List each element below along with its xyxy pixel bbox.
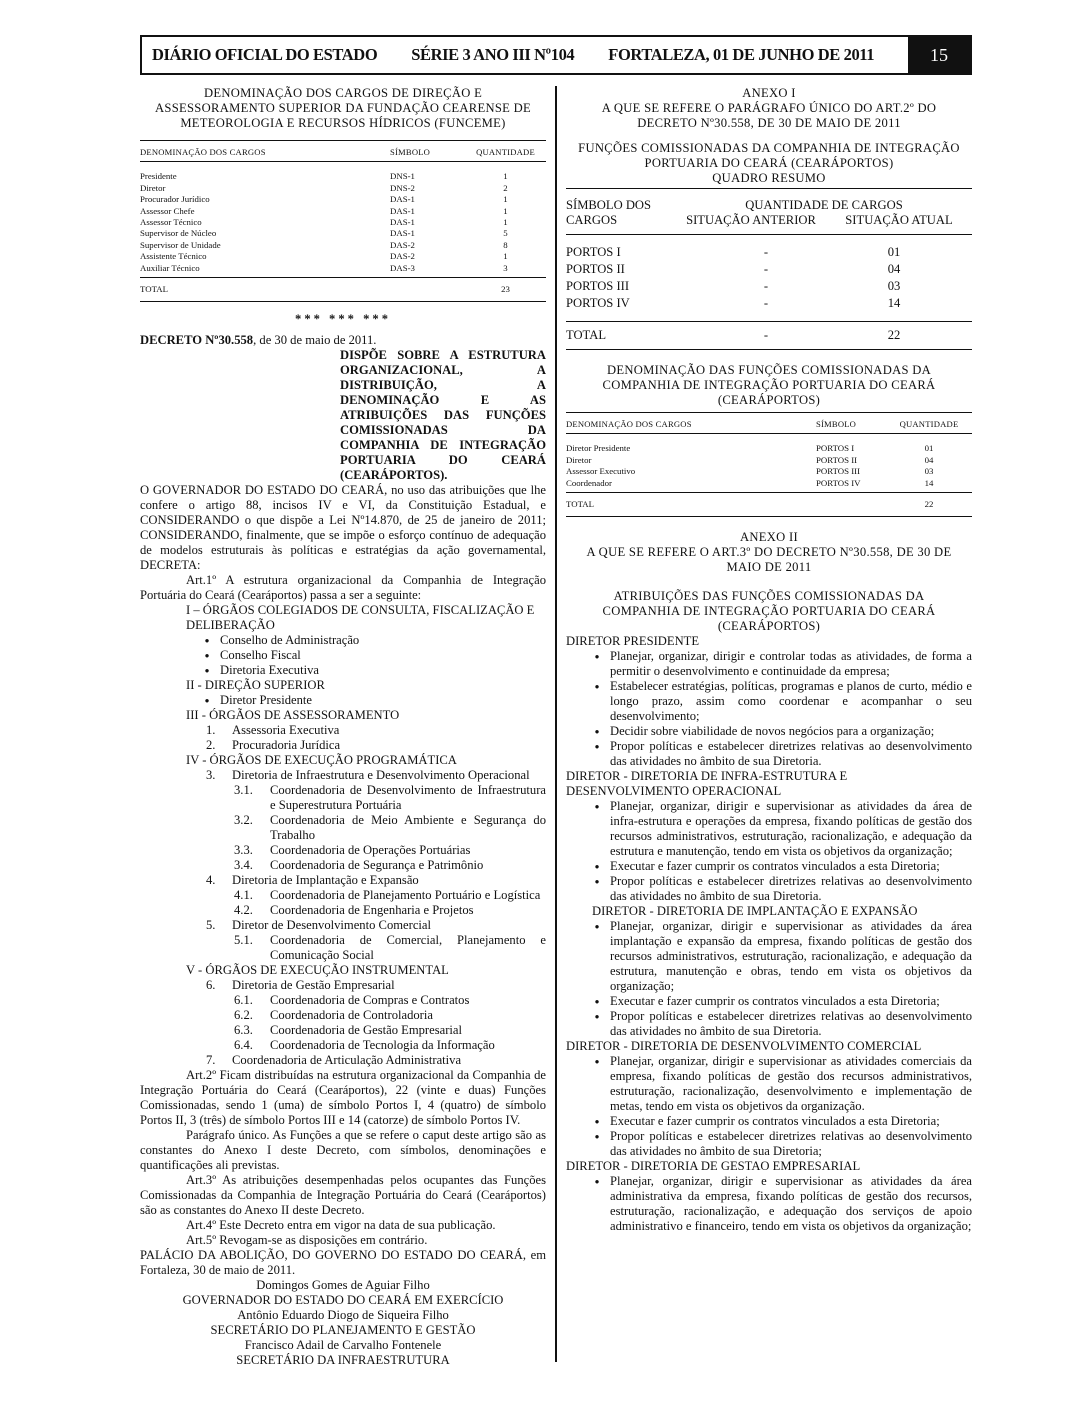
table-cell: DAS-1 xyxy=(390,205,415,216)
decree-art2: Art.2º Ficam distribuídas na estrutura organizacional da Companhia de Integração Portuária do Ceará (Cearáportos), 22 (vinte e duas) Funções Comissionadas, sendo 1 (uma) de símbolo Portos I, 4 (quatro) de símbolo Portos II, 3 (três) de símbolo Portos III e 14 (catorze) de símbolo Portos IV. xyxy=(140,1068,546,1128)
list-item xyxy=(186,723,546,738)
funceme-total xyxy=(140,281,546,298)
section-items xyxy=(186,693,546,708)
list-item-text: Diretor de Desenvolvimento Comercial xyxy=(232,918,431,933)
list-item xyxy=(186,978,546,993)
table-header-row xyxy=(140,144,546,158)
table-cell: Assistente Técnico xyxy=(140,251,207,262)
list-item xyxy=(566,859,972,874)
section-heading: DIRETOR - DIRETORIA DE INFRA-ESTRUTURA E DESENVOLVIMENTO OPERACIONAL xyxy=(566,769,848,799)
list-item-text: Planejar, organizar, dirigir e controlar todas as atividades, de forma a permitir o desenvolvimento e continuidade da empresa; xyxy=(610,649,972,679)
table-cell: DAS-2 xyxy=(390,239,415,250)
bullet-icon: ● xyxy=(594,742,600,752)
bullet-icon: ● xyxy=(594,862,600,872)
anexo1-title-line: DECRETO Nº30.558, DE 30 DE MAIO DE 2011 xyxy=(637,116,901,130)
table-cell: Diretor xyxy=(566,454,592,465)
table-cell: 03 xyxy=(924,466,934,477)
table-rule xyxy=(566,349,972,350)
table-cell: 01 xyxy=(924,443,934,454)
list-item-text: Decidir sobre viabilidade de novos negócios para a organização; xyxy=(610,724,935,739)
list-item xyxy=(566,1114,972,1129)
col-atual: SITUAÇÃO ATUAL xyxy=(845,213,953,227)
table-rule xyxy=(566,433,972,434)
list-item xyxy=(186,1023,546,1038)
anexo1-title-line: ANEXO I xyxy=(742,86,796,100)
table-cell: - xyxy=(763,296,769,310)
table-cell: PORTOS III xyxy=(816,466,861,477)
list-item xyxy=(566,874,972,904)
decree-paragrafo: Parágrafo único. As Funções a que se refere o caput deste artigo são as constantes do Anexo I deste Decreto, com símbolos, denominações e quantificações ali previstas. xyxy=(140,1128,546,1173)
table-row xyxy=(140,251,546,262)
signature-role: SECRETÁRIO DO PLANEJAMENTO E GESTÃO xyxy=(210,1323,476,1338)
list-item xyxy=(186,903,546,918)
list-item xyxy=(186,648,546,663)
header-place-date: FORTALEZA, 01 DE JUNHO DE 2011 xyxy=(608,45,875,64)
table-cell: PORTOS III xyxy=(566,279,630,293)
list-item-text: Diretoria de Infraestrutura e Desenvolvimento Operacional xyxy=(232,768,530,783)
table-cell: Assessor Técnico xyxy=(140,217,202,228)
list-item-number: 4.1. xyxy=(234,888,253,903)
table-cell: PORTOS IV xyxy=(566,296,630,310)
table-row xyxy=(566,325,972,346)
bullet-icon: ● xyxy=(204,696,210,706)
denominacao-title-line: DENOMINAÇÃO DAS FUNÇÕES COMISSIONADAS DA xyxy=(606,363,932,377)
table-cell: DNS-2 xyxy=(390,182,415,193)
table-cell: DNS-1 xyxy=(390,171,415,182)
bullet-icon: ● xyxy=(594,1117,600,1127)
list-item xyxy=(186,1038,546,1053)
denominacao-title-line: (CEARÁPORTOS) xyxy=(717,393,821,407)
list-item-text: Executar e fazer cumprir os contratos vinculados a esta Diretoria; xyxy=(610,994,940,1009)
table-cell: 5 xyxy=(503,228,508,239)
funceme-table xyxy=(140,144,546,158)
table-row xyxy=(140,263,546,274)
section-heading: DIRETOR PRESIDENTE xyxy=(566,634,700,649)
anexo1-title-line: A QUE SE REFERE O PARÁGRAFO ÚNICO DO ART.2º DO xyxy=(601,101,937,115)
col-simbolo-line: CARGOS xyxy=(566,213,618,227)
table-rule xyxy=(566,234,972,235)
table-cell: DAS-1 xyxy=(390,217,415,228)
decree-palacio: PALÁCIO DA ABOLIÇÃO, DO GOVERNO DO ESTADO DO CEARÁ, em Fortaleza, 30 de maio de 2011. xyxy=(140,1248,546,1278)
table-cell: 03 xyxy=(887,279,901,293)
anexo1-title xyxy=(566,86,972,131)
list-item-number: 6. xyxy=(206,978,216,993)
table-rule xyxy=(566,412,972,413)
list-item xyxy=(186,813,546,843)
list-item-text: Executar e fazer cumprir os contratos vinculados a esta Diretoria; xyxy=(610,1114,940,1129)
anexo2-title-line: A QUE SE REFERE O ART.3º DO DECRETO Nº30.558, DE 30 DE xyxy=(586,545,952,560)
section-heading: I – ÓRGÃOS COLEGIADOS DE CONSULTA, FISCALIZAÇÃO E DELIBERAÇÃO xyxy=(186,603,535,633)
total-value: 23 xyxy=(501,284,510,295)
signature-name: Francisco Adail de Carvalho Fontenele xyxy=(244,1338,442,1353)
table-cell: Assessor Chefe xyxy=(140,205,195,216)
decree-art4: Art.4º Este Decreto entra em vigor na data de sua publicação. xyxy=(186,1218,496,1233)
table-cell: PORTOS IV xyxy=(816,477,861,488)
denominacao-rows xyxy=(566,443,972,489)
denominacao-total xyxy=(566,496,972,513)
list-item xyxy=(186,783,546,813)
table-header-cell: SÍMBOLO xyxy=(816,419,857,429)
list-item-text: Propor políticas e estabelecer diretrizes relativas ao desenvolvimento das atividades no âmbito de sua Diretoria. xyxy=(610,874,972,904)
list-item-number: 6.1. xyxy=(234,993,253,1008)
header-title: DIÁRIO OFICIAL DO ESTADO xyxy=(152,45,378,64)
list-item xyxy=(186,843,546,858)
table-row xyxy=(140,240,546,251)
table-rule xyxy=(140,161,546,162)
anexo1-subtitle xyxy=(566,141,972,186)
table-row xyxy=(566,466,972,477)
denominacao-title-line: COMPANHIA DE INTEGRAÇÃO PORTUARIA DO CEARÁ xyxy=(602,378,936,392)
decree-preamble: O GOVERNADOR DO ESTADO DO CEARÁ, no uso das atribuições que lhe confere o artigo 88, incisos IV e VI, da Constituição Estadual, e CONSIDERANDO o que dispõe a Lei Nº14.870, de 25 de janeiro de 2011; CONSIDERANDO, finalmente, que se impõe o esforço contínuo de adequação de modelos estruturais às políticas e estratégias da ação governamental, DECRETA: xyxy=(140,483,546,573)
list-item-text: Diretoria de Gestão Empresarial xyxy=(232,978,395,993)
table-cell: 01 xyxy=(887,245,901,259)
anexo2-subtitle-line: (CEARÁPORTOS) xyxy=(717,619,821,634)
table-cell: PORTOS I xyxy=(566,245,621,259)
table-header-row xyxy=(566,416,972,430)
list-item xyxy=(566,1129,972,1159)
list-item xyxy=(186,888,546,903)
list-item-text: Diretor Presidente xyxy=(220,693,312,708)
col-anterior: SITUAÇÃO ANTERIOR xyxy=(686,213,816,227)
list-item-text: Coordenadoria de Segurança e Patrimônio xyxy=(270,858,484,873)
denominacao-title xyxy=(566,363,972,408)
table-cell: PORTOS II xyxy=(816,454,858,465)
table-rule xyxy=(566,492,972,493)
section-heading: DIRETOR - DIRETORIA DE DESENVOLVIMENTO COMERCIAL xyxy=(566,1039,922,1054)
header-text xyxy=(152,37,874,73)
list-item xyxy=(186,663,546,678)
table-cell: DAS-2 xyxy=(390,251,415,262)
list-item-text: Coordenadoria de Tecnologia da Informação xyxy=(270,1038,495,1053)
bullet-icon: ● xyxy=(594,727,600,737)
list-item-text: Planejar, organizar, dirigir e supervisionar as atividades da área administrativa da empresa, fixando políticas de gestão dos recursos, estruturação, racionalização, e adequação dos serviços de apoio administrativo e financeiro, tendo em vista os objetivos da organização; xyxy=(610,1174,972,1234)
anexo2-subtitle xyxy=(566,589,972,634)
total-anterior: - xyxy=(763,328,769,342)
funceme-title-line: METEOROLOGIA E RECURSOS HÍDRICOS (FUNCEME) xyxy=(180,116,506,130)
list-item xyxy=(566,679,972,724)
decree-art5: Art.5º Revogam-se as disposições em contrário. xyxy=(186,1233,428,1248)
table-cell: 04 xyxy=(887,262,901,276)
quadro-resumo-header xyxy=(566,192,972,228)
bullet-icon: ● xyxy=(594,682,600,692)
signature-role: SECRETÁRIO DA INFRAESTRUTURA xyxy=(236,1353,450,1368)
anexo2-subtitle-line: COMPANHIA DE INTEGRAÇÃO PORTUARIA DO CEARÁ xyxy=(602,604,936,619)
table-row xyxy=(566,261,972,278)
table-header-row xyxy=(566,192,972,228)
table-rule xyxy=(566,188,972,189)
table-rule xyxy=(566,321,972,322)
table-cell: 1 xyxy=(503,251,508,262)
list-item-text: Coordenadoria de Articulação Administrativa xyxy=(232,1053,462,1068)
list-item-text: Propor políticas e estabelecer diretrizes relativas ao desenvolvimento das atividades no âmbito de sua Diretoria; xyxy=(610,1129,972,1159)
list-item xyxy=(566,1174,972,1234)
list-item xyxy=(186,993,546,1008)
table-cell: Presidente xyxy=(140,171,177,182)
list-item-number: 2. xyxy=(206,738,216,753)
table-cell: DAS-1 xyxy=(390,194,415,205)
list-item xyxy=(186,1008,546,1023)
section-items xyxy=(186,723,546,753)
gazette-header xyxy=(140,35,972,75)
bullet-icon: ● xyxy=(204,651,210,661)
list-item-text: Conselho Fiscal xyxy=(220,648,301,663)
list-item-text: Propor políticas e estabelecer diretrizes relativas ao desenvolvimento das atividades no âmbito de sua Diretoria. xyxy=(610,1009,972,1039)
col-simbolo-line: SÍMBOLO DOS xyxy=(566,198,652,212)
table-row xyxy=(140,171,546,182)
separator: *** *** *** xyxy=(295,312,391,327)
list-item xyxy=(186,873,546,888)
list-item xyxy=(186,858,546,873)
table-cell: Coordenador xyxy=(566,477,612,488)
decree-art3: Art.3º As atribuições desempenhadas pelos ocupantes das Funções Comissionadas da Companhia de Integração Portuária do Ceará (Cearáportos) são as constantes do Anexo II deste Decreto. xyxy=(140,1173,546,1218)
table-cell: 8 xyxy=(503,239,508,250)
table-row xyxy=(566,478,972,489)
list-item-text: Estabelecer estratégias, políticas, programas e planos de curto, médio e longo prazo, assim como coordenar e acompanhar o seu desenvolvimento; xyxy=(610,679,972,724)
table-header-cell: QUANTIDADE xyxy=(476,147,535,157)
section-heading: DIRETOR - DIRETORIA DE GESTAO EMPRESARIAL xyxy=(566,1159,861,1174)
table-header-cell: QUANTIDADE xyxy=(899,419,959,429)
list-item-number: 6.2. xyxy=(234,1008,253,1023)
list-item xyxy=(566,724,972,739)
table-cell: Supervisor de Núcleo xyxy=(140,228,217,239)
list-item-text: Coordenadoria de Compras e Contratos xyxy=(270,993,470,1008)
total-label: TOTAL xyxy=(140,284,168,295)
decree-date: , de 30 de maio de 2011. xyxy=(253,333,377,348)
table-cell: Supervisor de Unidade xyxy=(140,239,221,250)
table-row xyxy=(566,244,972,261)
funceme-title-line: DENOMINAÇÃO DOS CARGOS DE DIREÇÃO E xyxy=(203,86,483,100)
list-item xyxy=(566,1054,972,1114)
structure-list xyxy=(140,603,546,1068)
list-item-text: Coordenadoria de Planejamento Portuário e Logística xyxy=(270,888,541,903)
table-cell: 1 xyxy=(503,205,508,216)
list-item-number: 6.4. xyxy=(234,1038,253,1053)
table-cell: PORTOS I xyxy=(816,443,855,454)
decree-ementa: DISPÕE SOBRE A ESTRUTURA ORGANIZACIONAL, A DISTRIBUIÇÃO, A DENOMINAÇÃO E AS ATRIBUIÇÕES DAS FUNÇÕES COMISSIONADAS DA COMPANHIA DE INTEGRAÇÃO PORTUARIA DO CEARÁ (CEARÁPORTOS). xyxy=(340,348,546,483)
funceme-title-line: ASSESSORAMENTO SUPERIOR DA FUNDAÇÃO CEARENSE DE xyxy=(155,101,531,115)
table-cell: Diretor xyxy=(140,182,166,193)
list-item-number: 5. xyxy=(206,918,216,933)
table-row xyxy=(140,183,546,194)
denominacao-header xyxy=(566,416,972,430)
table-cell: Assessor Executivo xyxy=(566,466,636,477)
list-item-text: Planejar, organizar, dirigir e supervisionar as atividades da área de infra-estrutura e operações da empresa, fixando políticas de gestão dos recursos administrativos, estruturação, racionalização, e adequação da estrutura e manutenção, tendo em vista os objetivos da organização; xyxy=(610,799,972,859)
bullet-icon: ● xyxy=(594,922,600,932)
anexo1-subtitle-line: FUNÇÕES COMISSIONADAS DA COMPANHIA DE INTEGRAÇÃO xyxy=(578,141,960,155)
list-item xyxy=(186,738,546,753)
table-cell: 1 xyxy=(503,217,508,228)
list-item xyxy=(566,649,972,679)
bullet-icon: ● xyxy=(594,652,600,662)
list-item-text: Coordenadoria de Meio Ambiente e Segurança do Trabalho xyxy=(270,813,546,843)
signature-role: GOVERNADOR DO ESTADO DO CEARÁ EM EXERCÍCIO xyxy=(182,1293,504,1308)
list-item-text: Coordenadoria de Gestão Empresarial xyxy=(270,1023,462,1038)
anexo2-sections xyxy=(566,634,972,1234)
table-cell: 2 xyxy=(503,182,508,193)
table-row xyxy=(140,281,546,298)
list-item-number: 4. xyxy=(206,873,216,888)
table-rule xyxy=(140,277,546,278)
table-row xyxy=(566,295,972,312)
bullet-icon: ● xyxy=(594,802,600,812)
section-heading: II - DIREÇÃO SUPERIOR xyxy=(186,678,325,693)
list-item xyxy=(186,633,546,648)
list-item-number: 3. xyxy=(206,768,216,783)
table-row xyxy=(140,206,546,217)
list-item-text: Diretoria de Implantação e Expansão xyxy=(232,873,419,888)
decree-heading xyxy=(140,333,546,348)
table-cell: 3 xyxy=(503,262,508,273)
table-row xyxy=(566,278,972,295)
section-items xyxy=(186,978,546,1068)
list-item xyxy=(186,918,546,933)
funceme-rows xyxy=(140,171,546,274)
list-item-number: 4.2. xyxy=(234,903,253,918)
table-cell: - xyxy=(763,245,769,259)
anexo2-title-line: ANEXO II xyxy=(739,530,798,545)
list-item-text: Coordenadoria de Controladoria xyxy=(270,1008,433,1023)
list-item xyxy=(186,1053,546,1068)
funceme-title xyxy=(140,86,546,131)
bullet-icon: ● xyxy=(594,1177,600,1187)
bullet-icon: ● xyxy=(594,1012,600,1022)
anexo2-title-line: MAIO DE 2011 xyxy=(726,560,812,575)
column-divider xyxy=(555,86,557,1362)
header-series: SÉRIE 3 ANO III Nº104 xyxy=(411,45,575,64)
list-item-text: Coordenadoria de Comercial, Planejamento e Comunicação Social xyxy=(270,933,546,963)
table-row xyxy=(140,228,546,239)
col-quantidade xyxy=(676,192,972,228)
list-item xyxy=(186,693,546,708)
col-quant-subheads xyxy=(676,213,972,228)
table-rule xyxy=(566,516,972,517)
section-heading: IV - ÓRGÃOS DE EXECUÇÃO PROGRAMÁTICA xyxy=(186,753,457,768)
bullet-icon: ● xyxy=(594,1057,600,1067)
table-row xyxy=(140,194,546,205)
bullet-icon: ● xyxy=(594,997,600,1007)
list-item-number: 6.3. xyxy=(234,1023,253,1038)
bullet-icon: ● xyxy=(204,636,210,646)
section-items xyxy=(186,768,546,963)
table-cell: - xyxy=(763,262,769,276)
list-item xyxy=(186,933,546,963)
anexo1-subtitle-line: QUADRO RESUMO xyxy=(712,171,826,185)
table-header-cell: DENOMINAÇÃO DOS CARGOS xyxy=(140,147,266,157)
bullet-icon: ● xyxy=(594,877,600,887)
list-item-number: 3.2. xyxy=(234,813,253,828)
table-cell: 14 xyxy=(887,296,901,310)
table-row xyxy=(566,455,972,466)
right-column xyxy=(566,86,972,1234)
list-item-number: 3.3. xyxy=(234,843,253,858)
left-column xyxy=(140,86,546,1368)
col-simbolo xyxy=(566,192,676,228)
decree-art1: Art.1º A estrutura organizacional da Companhia de Integração Portuária do Ceará (Cearáportos) passa a ser a seguinte: xyxy=(140,573,546,603)
table-cell: 14 xyxy=(924,477,934,488)
anexo1-subtitle-line: PORTUARIA DO CEARÁ (CEARÁPORTOS) xyxy=(644,156,894,170)
table-row xyxy=(566,496,972,513)
list-item xyxy=(566,919,972,994)
anexo2-subtitle-line: ATRIBUIÇÕES DAS FUNÇÕES COMISSIONADAS DA xyxy=(613,589,925,604)
list-item-text: Procuradoria Jurídica xyxy=(232,738,341,753)
table-cell: 1 xyxy=(503,171,508,182)
table-cell: Auxiliar Técnico xyxy=(140,262,200,273)
section-heading: III - ÓRGÃOS DE ASSESSORAMENTO xyxy=(186,708,400,723)
table-cell: - xyxy=(763,279,769,293)
page-number: 15 xyxy=(908,37,970,73)
list-item-text: Planejar, organizar, dirigir e supervisionar as atividades da área implantação e expansão da empresa, fixando políticas de gestão dos recursos administrativos, estruturação, racionalização, e adequação da estrutura, manutenção e obras, tendo em vista os objetivos da organização; xyxy=(610,919,972,994)
list-item-text: Planejar, organizar, dirigir e supervisionar as atividades comerciais da empresa, fixando políticas de gestão dos recursos administrativos, estruturação, racionalização, desenvolvimento e implementação de metas, tendo em vista os objetivos da organização. xyxy=(610,1054,972,1114)
list-item xyxy=(566,739,972,769)
list-item-text: Conselho de Administração xyxy=(220,633,360,648)
section-heading: DIRETOR - DIRETORIA DE IMPLANTAÇÃO E EXPANSÃO xyxy=(592,904,918,919)
total-label: TOTAL xyxy=(566,499,594,510)
list-item-text: Coordenadoria de Operações Portuárias xyxy=(270,843,471,858)
quadro-total xyxy=(566,325,972,346)
list-item-number: 1. xyxy=(206,723,216,738)
table-row xyxy=(140,217,546,228)
signature-name: Domingos Gomes de Aguiar Filho xyxy=(256,1278,430,1293)
bullet-icon: ● xyxy=(204,666,210,676)
list-item-text: Assessoria Executiva xyxy=(232,723,340,738)
table-cell: DAS-1 xyxy=(390,228,415,239)
anexo2-title xyxy=(566,530,972,575)
table-header-cell: DENOMINAÇÃO DOS CARGOS xyxy=(566,419,692,429)
table-cell: 04 xyxy=(924,454,934,465)
table-row xyxy=(566,443,972,454)
list-item-text: Diretoria Executiva xyxy=(220,663,319,678)
list-item-number: 5.1. xyxy=(234,933,253,948)
list-item xyxy=(566,994,972,1009)
total-value: 22 xyxy=(924,499,934,510)
bullet-icon: ● xyxy=(594,1132,600,1142)
signature-name: Antônio Eduardo Diogo de Siqueira Filho xyxy=(237,1308,449,1323)
section-heading: V - ÓRGÃOS DE EXECUÇÃO INSTRUMENTAL xyxy=(186,963,449,978)
table-rule xyxy=(140,140,546,141)
list-item-text: Executar e fazer cumprir os contratos vinculados a esta Diretoria; xyxy=(610,859,940,874)
table-cell: DAS-3 xyxy=(390,262,415,273)
table-cell: Diretor Presidente xyxy=(566,443,631,454)
section-items xyxy=(186,633,546,678)
table-header-cell: SÍMBOLO xyxy=(390,147,431,157)
total-atual: 22 xyxy=(887,328,901,342)
list-item-text: Propor políticas e estabelecer diretrizes relativas ao desenvolvimento das atividades no âmbito de sua Diretoria. xyxy=(610,739,972,769)
decree-number: DECRETO Nº30.558 xyxy=(140,333,254,348)
list-item-number: 7. xyxy=(206,1053,216,1068)
col-quant-label: QUANTIDADE DE CARGOS xyxy=(745,198,903,212)
list-item-number: 3.4. xyxy=(234,858,253,873)
list-item-number: 3.1. xyxy=(234,783,253,798)
list-item xyxy=(566,799,972,859)
signatures xyxy=(140,1278,546,1368)
table-cell: PORTOS II xyxy=(566,262,625,276)
list-item xyxy=(186,768,546,783)
total-label: TOTAL xyxy=(566,328,607,342)
table-cell: Procurador Jurídico xyxy=(140,194,210,205)
list-item-text: Coordenadoria de Desenvolvimento de Infraestrutura e Superestrutura Portuária xyxy=(270,783,546,813)
table-rule xyxy=(140,301,546,302)
list-item-text: Coordenadoria de Engenharia e Projetos xyxy=(270,903,474,918)
list-item xyxy=(566,1009,972,1039)
table-cell: 1 xyxy=(503,194,508,205)
quadro-resumo-rows xyxy=(566,244,972,312)
